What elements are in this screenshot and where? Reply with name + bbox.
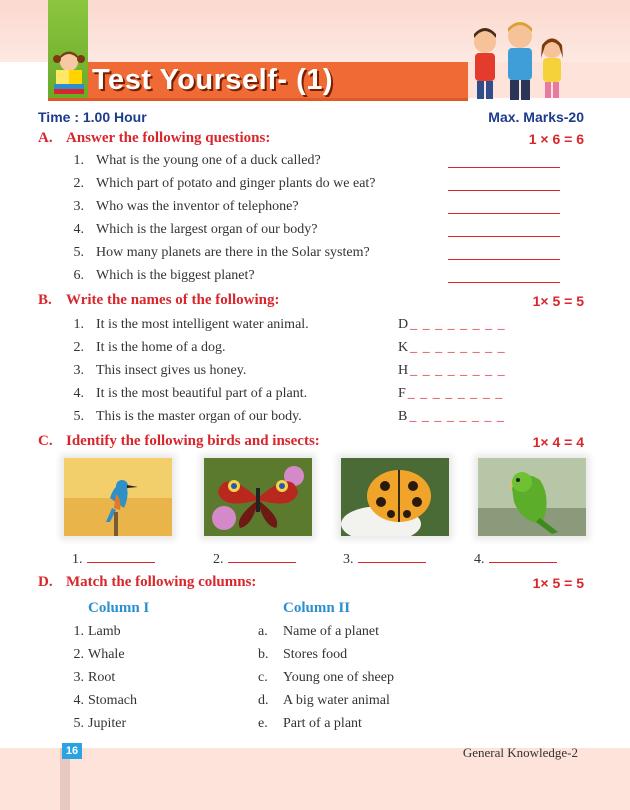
page-title: Test Yourself- (1) [92, 64, 334, 96]
max-marks-label: Max. Marks-20 [488, 109, 584, 125]
butterfly-photo [204, 458, 312, 536]
answer-line[interactable] [448, 268, 560, 283]
answer-line[interactable] [448, 245, 560, 260]
answer-dashes[interactable]: _ _ _ _ _ _ _ _ [410, 363, 506, 378]
answer-dashes[interactable]: _ _ _ _ _ _ _ _ [410, 340, 506, 355]
section-c-heading: C. Identify the following birds and insects: [38, 433, 320, 449]
reading-girl-illustration [50, 48, 88, 96]
answer-dashes[interactable]: _ _ _ _ _ _ _ _ [409, 409, 505, 424]
section-d-heading: D. Match the following columns: [38, 574, 257, 590]
answer-line[interactable] [448, 222, 560, 237]
ladybird-photo [341, 458, 449, 536]
time-label: Time : 1.00 Hour [38, 109, 147, 125]
book-title: General Knowledge-2 [462, 745, 578, 760]
children-illustration [460, 14, 585, 104]
answer-line[interactable] [448, 199, 560, 214]
answer-dashes[interactable]: _ _ _ _ _ _ _ _ [410, 317, 506, 332]
answer-blank[interactable]: 1. [72, 550, 155, 568]
page-number: 16 [62, 743, 82, 759]
answer-line[interactable] [448, 176, 560, 191]
answer-blank[interactable]: 2. [213, 550, 296, 568]
section-b-marks: 1× 5 = 5 [532, 293, 584, 309]
kingfisher-photo [64, 458, 172, 536]
parrot-photo [478, 458, 586, 536]
answer-blank[interactable]: 3. [343, 550, 426, 568]
answer-line[interactable] [448, 153, 560, 168]
section-b-heading: B. Write the names of the following: [38, 292, 280, 308]
section-d-marks: 1× 5 = 5 [532, 575, 584, 591]
section-c-marks: 1× 4 = 4 [532, 434, 584, 450]
answer-blank[interactable]: 4. [474, 550, 557, 568]
section-a-marks: 1 × 6 = 6 [528, 131, 584, 147]
column-2-heading: Column II [283, 600, 351, 616]
answer-dashes[interactable]: _ _ _ _ _ _ _ _ [407, 386, 504, 401]
column-1-heading: Column I [88, 600, 150, 616]
section-a-heading: A. Answer the following questions: [38, 130, 271, 146]
